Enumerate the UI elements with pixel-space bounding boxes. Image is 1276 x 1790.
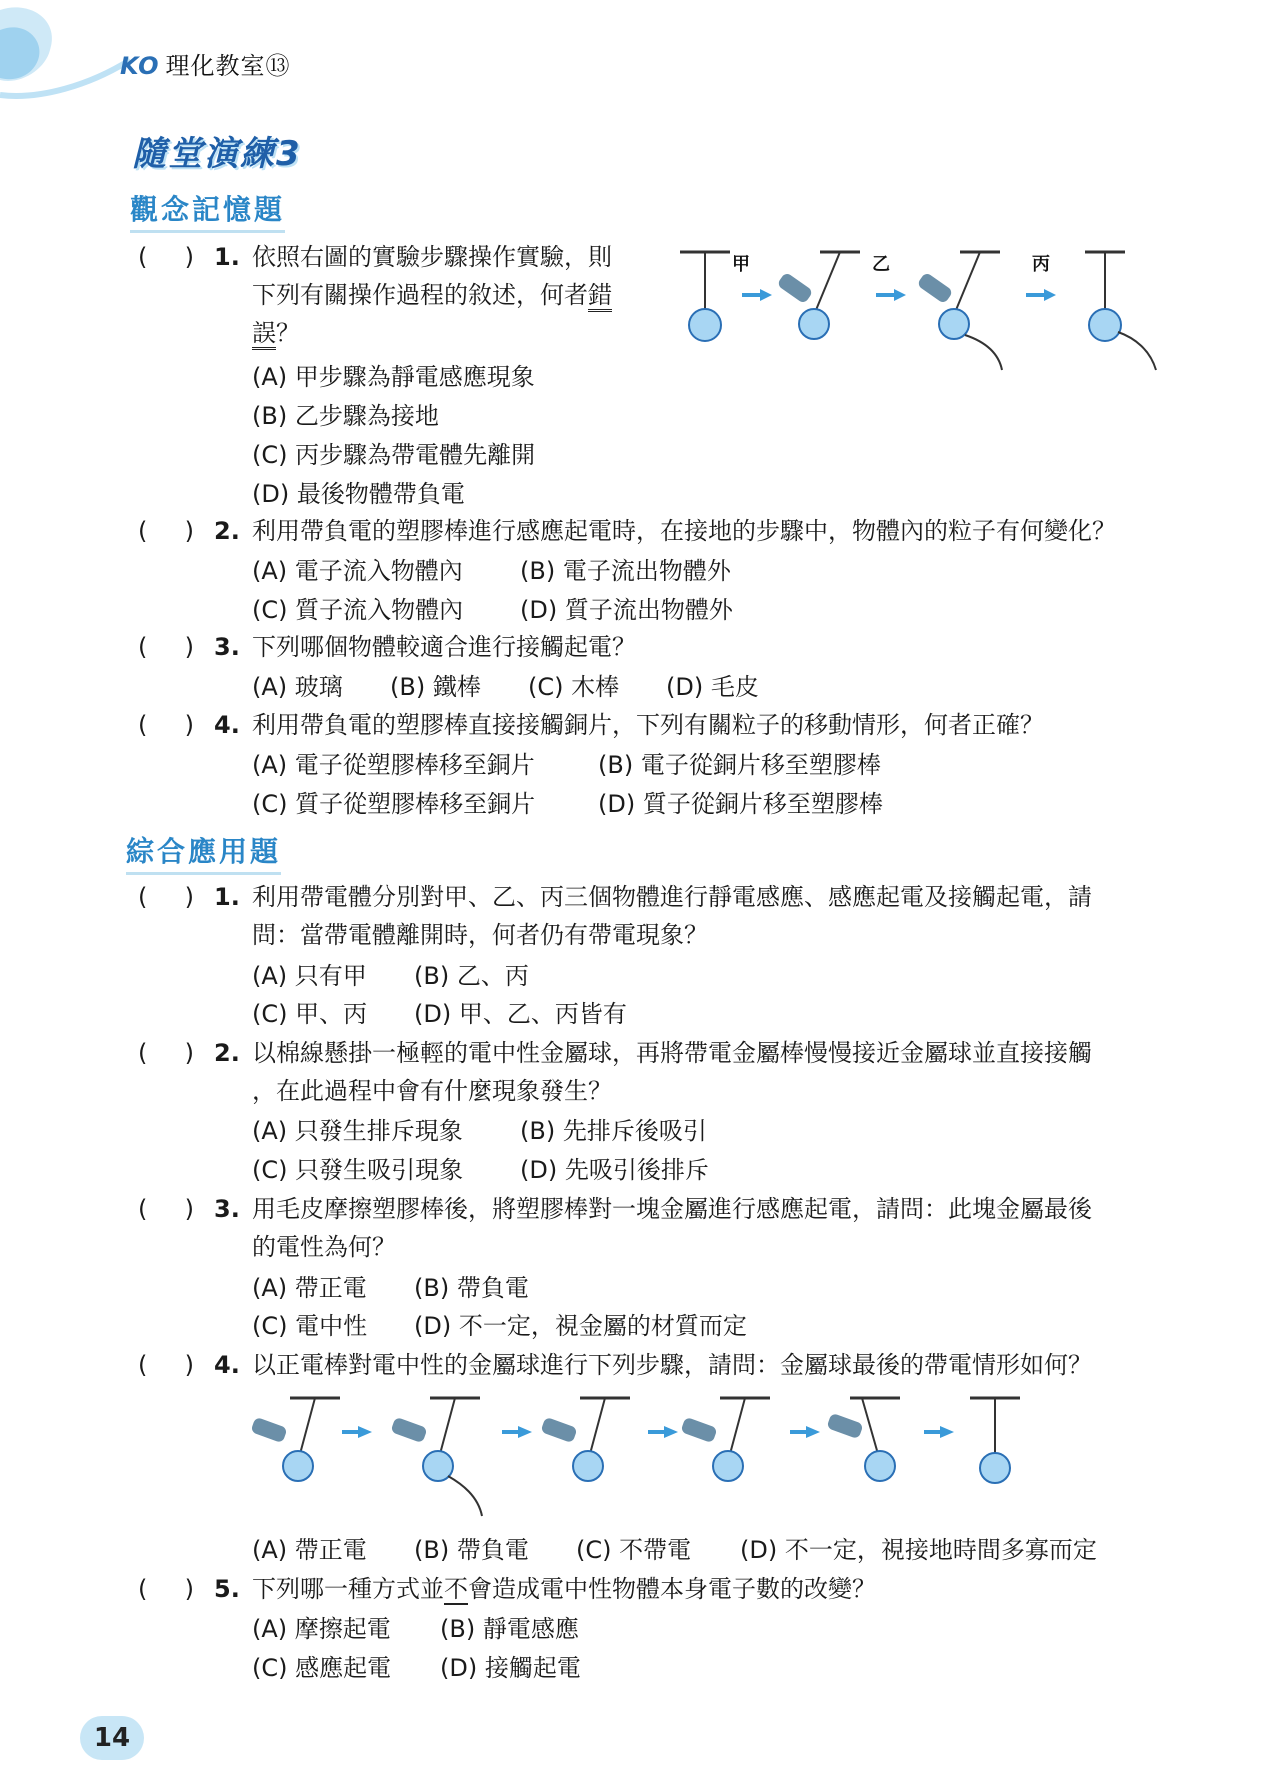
option: (D) 甲、乙、丙皆有 [414, 1000, 627, 1028]
figure-label-jia: 甲 [732, 254, 750, 275]
practice-title: 隨堂演練3 [132, 134, 302, 174]
figure-label-bing: 丙 [1032, 254, 1050, 275]
option: (C) 甲、丙 [252, 1000, 368, 1028]
option: (B) 帶負電 [414, 1536, 529, 1564]
page-number: 14 [80, 1716, 144, 1760]
option: (B) 鐵棒 [390, 673, 481, 701]
option: (B) 乙、丙 [414, 962, 529, 990]
option: (D) 接觸起電 [440, 1654, 581, 1682]
brand-logo: KO [120, 52, 160, 80]
header-title: KO 理化教室⑬ [120, 52, 291, 80]
section-concept-title: 觀念記憶題 [130, 188, 285, 233]
option: (D) 不一定，視金屬的材質而定 [414, 1312, 747, 1340]
option: (B) 靜電感應 [440, 1615, 579, 1643]
option: (D) 質子流出物體外 [520, 596, 733, 624]
experiment-figure-1 [680, 240, 1180, 390]
figure-label-yi: 乙 [872, 254, 890, 275]
option: (B) 乙步驟為接地 [252, 402, 439, 430]
section-applied-title: 綜合應用題 [126, 830, 281, 875]
option: (D) 毛皮 [666, 673, 759, 701]
option: (A) 甲步驟為靜電感應現象 [252, 363, 535, 391]
option: (C) 質子從塑膠棒移至銅片 [252, 790, 536, 818]
option: (A) 電子從塑膠棒移至銅片 [252, 751, 535, 779]
option: (A) 電子流入物體內 [252, 557, 463, 585]
option: (C) 只發生吸引現象 [252, 1156, 464, 1184]
option: (A) 只有甲 [252, 962, 367, 990]
option: (D) 不一定，視接地時間多寡而定 [740, 1536, 1097, 1564]
option: (B) 先排斥後吸引 [520, 1117, 707, 1145]
option: (C) 感應起電 [252, 1654, 392, 1682]
option: (D) 最後物體帶負電 [252, 480, 465, 508]
option: (C) 電中性 [252, 1312, 368, 1340]
experiment-figure-2 [250, 1392, 1030, 1522]
option: (B) 電子流出物體外 [520, 557, 731, 585]
option: (A) 玻璃 [252, 673, 343, 701]
option: (A) 摩擦起電 [252, 1615, 391, 1643]
option: (C) 丙步驟為帶電體先離開 [252, 441, 536, 469]
option: (C) 木棒 [528, 673, 620, 701]
option: (A) 帶正電 [252, 1536, 367, 1564]
header-wave-decoration [0, 0, 140, 110]
option: (A) 帶正電 [252, 1274, 367, 1302]
option: (B) 電子從銅片移至塑膠棒 [598, 751, 881, 779]
option: (C) 不帶電 [576, 1536, 692, 1564]
option: (C) 質子流入物體內 [252, 596, 464, 624]
option: (D) 先吸引後排斥 [520, 1156, 709, 1184]
option: (B) 帶負電 [414, 1274, 529, 1302]
option: (A) 只發生排斥現象 [252, 1117, 463, 1145]
option: (D) 質子從銅片移至塑膠棒 [598, 790, 883, 818]
